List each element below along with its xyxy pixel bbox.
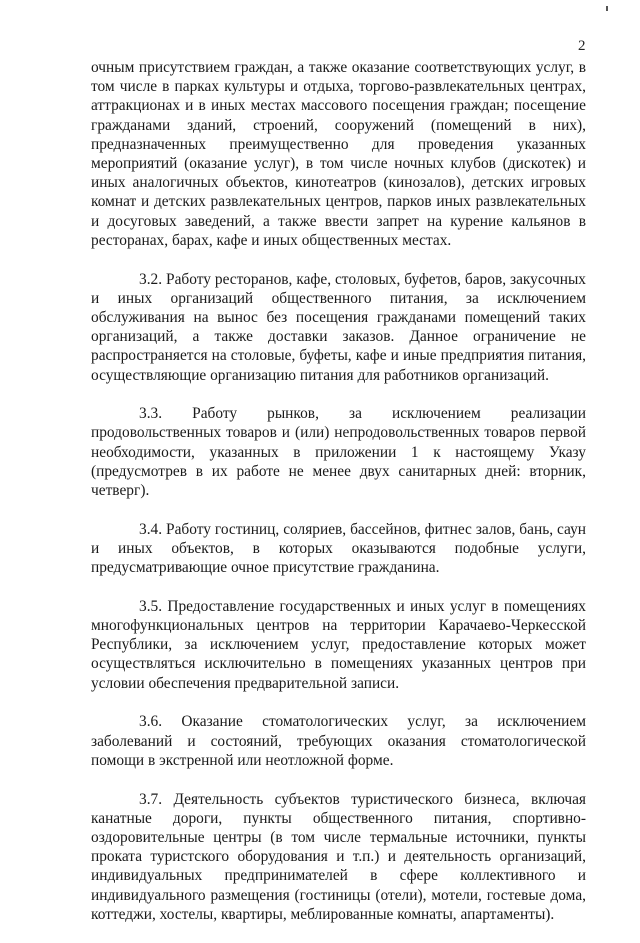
page-number: 2 bbox=[578, 38, 586, 54]
paragraph-continuation: очным присутствием граждан, а также оказание соответствующих услуг, в том числе в парках культуры и отдыха, торгово-развлекательных центрах, аттракционах и в иных местах массового посещения граждан; посещение гражданами зданий, строений, сооружений (помещений в них), предназначенных преимущественно для проведения указанных мероприятий (оказание услуг), в том числе ночных клубов (дискотек) и иных аналогичных объектов, кинотеатров (кинозалов), детских игровых комнат и детских развлекательных центров, парков иных развлекательных и досуговых заведений, а также ввести запрет на курение кальянов в ресторанах, барах, кафе и иных общественных местах. bbox=[91, 59, 586, 249]
paragraph-3-4: 3.4. Работу гостиниц, соляриев, бассейнов, фитнес залов, бань, саун и иных объектов, в которых оказываются подобные услуги, предусматривающие очное присутствие гражданина. bbox=[91, 520, 586, 577]
paragraph-3-5: 3.5. Предоставление государственных и иных услуг в помещениях многофункциональных центров на территории Карачаево-Черкесской Республики, за исключением услуг, предоставление которых может осуществляться исключительно в помещениях указанных центров при условии обеспечения предварительной записи. bbox=[91, 597, 586, 692]
document-body bbox=[91, 58, 586, 943]
paragraph-3-6: 3.6. Оказание стоматологических услуг, за исключением заболеваний и состояний, требующих оказания стоматологической помощи в экстренной или неотложной форме. bbox=[91, 713, 586, 769]
paragraph-3-3: 3.3. Работу рынков, за исключением реализации продовольственных товаров и (или) непродовольственных товаров первой необходимости, указанных в приложении 1 к настоящему Указу (предусмотрев в их работе не менее двух санитарных дней: вторник, четверг). bbox=[91, 405, 586, 500]
scan-mark bbox=[606, 6, 608, 11]
paragraph-3-2: 3.2. Работу ресторанов, кафе, столовых, буфетов, баров, закусочных и иных организаций общественного питания, за исключением обслуживания на вынос без посещения гражданами помещений таких организаций, а также доставки заказов. Данное ограничение не распространяется на столовые, буфеты, кафе и иные предприятия питания, осуществляющие организацию питания для работников организаций. bbox=[91, 270, 586, 384]
paragraph-3-7: 3.7. Деятельность субъектов туристического бизнеса, включая канатные дороги, пункты общественного питания, спортивно-оздоровительные центры (в том числе термальные источники, пункты проката туристского оборудования и т.п.) и деятельность организаций, индивидуальных предпринимателей в сфере коллективного и индивидуального размещения (гостиницы (отели), мотели, гостевые дома, коттеджи, хостелы, квартиры, меблированные комнаты, апартаменты). bbox=[91, 790, 586, 923]
